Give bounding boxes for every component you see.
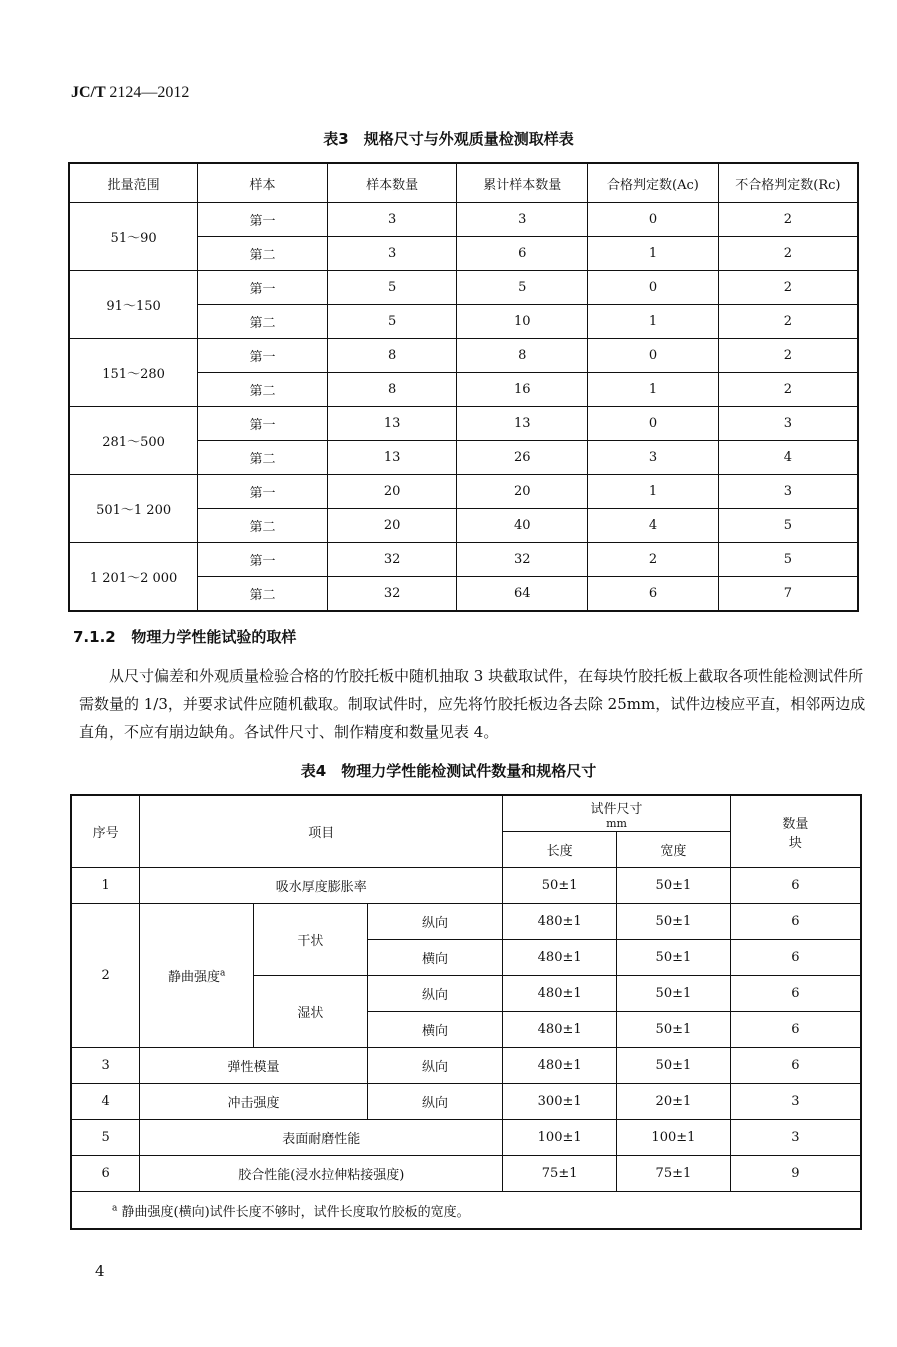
sample-size-cell: 13 (327, 441, 457, 475)
section-paragraph: 从尺寸偏差和外观质量检验合格的竹胶托板中随机抽取 3 块截取试件，在每块竹胶托板上截取各项性能检测试件所需数量的 1/3，并要求试件应随机截取。制取试件时，应先将竹胶托板边各去除 25mm，试件边棱应平直，相邻两边成直角，不应有崩边缺角。各试件尺寸、制作精度和数量见表 4。 (79, 667, 866, 741)
sample-size-cell: 32 (327, 543, 457, 577)
header-width: 宽度 (617, 832, 731, 868)
sample-size-cell: 13 (327, 407, 457, 441)
sample-size-cell: 32 (327, 577, 457, 612)
cumulative-cell: 3 (457, 203, 588, 237)
header-sample-size: 样本数量 (327, 163, 457, 203)
item-cell: 冲击强度 (140, 1084, 367, 1120)
length-cell: 480±1 (503, 940, 617, 976)
qty-cell: 3 (730, 1120, 861, 1156)
width-cell: 50±1 (617, 1012, 731, 1048)
cumulative-cell: 32 (457, 543, 588, 577)
sample-cell: 第二 (198, 305, 328, 339)
table4-specimens (70, 794, 862, 1230)
item-cell (140, 904, 254, 1048)
table-row (69, 407, 858, 441)
header-qty (730, 795, 861, 868)
row-no: 5 (71, 1120, 140, 1156)
header-size (503, 795, 731, 832)
reject-cell: 2 (718, 305, 858, 339)
item-cell: 弹性模量 (140, 1048, 367, 1084)
accept-cell: 6 (588, 577, 719, 612)
qty-cell: 3 (730, 1084, 861, 1120)
reject-cell: 7 (718, 577, 858, 612)
header-sample: 样本 (198, 163, 328, 203)
table3-header-row (69, 163, 858, 203)
accept-cell: 1 (588, 305, 719, 339)
sample-size-cell: 5 (327, 305, 457, 339)
row-no: 4 (71, 1084, 140, 1120)
item-label: 静曲强度 (167, 970, 220, 985)
row-no: 2 (71, 904, 140, 1048)
table4-caption: 表4 物理力学性能检测试件数量和规格尺寸 (300, 762, 597, 780)
cumulative-cell: 26 (457, 441, 588, 475)
sample-cell: 第二 (198, 441, 328, 475)
length-cell: 100±1 (503, 1120, 617, 1156)
qty-cell: 6 (730, 940, 861, 976)
cumulative-cell: 6 (457, 237, 588, 271)
length-cell: 50±1 (503, 868, 617, 904)
batch-range: 1 201～2 000 (69, 543, 198, 612)
header-accept-number: 合格判定数(Ac) (588, 163, 719, 203)
batch-range: 51～90 (69, 203, 198, 271)
row-no: 3 (71, 1048, 140, 1084)
width-cell: 50±1 (617, 904, 731, 940)
cumulative-cell: 40 (457, 509, 588, 543)
section-title: 物理力学性能试验的取样 (131, 628, 297, 646)
qty-cell: 6 (730, 868, 861, 904)
sample-size-cell: 5 (327, 271, 457, 305)
standard-code: 2124—2012 (109, 84, 190, 101)
length-cell: 480±1 (503, 976, 617, 1012)
reject-cell: 3 (718, 475, 858, 509)
reject-cell: 4 (718, 441, 858, 475)
sample-cell: 第二 (198, 577, 328, 612)
sample-cell: 第一 (198, 543, 328, 577)
direction-cell: 横向 (367, 940, 503, 976)
row-no: 6 (71, 1156, 140, 1192)
header-qty-label: 数量 (782, 816, 809, 832)
table-row (69, 475, 858, 509)
width-cell: 50±1 (617, 868, 731, 904)
table-row (71, 868, 861, 904)
header-reject-number: 不合格判定数(Rc) (718, 163, 858, 203)
accept-cell: 0 (588, 203, 719, 237)
qty-cell: 6 (730, 1048, 861, 1084)
batch-range: 281～500 (69, 407, 198, 475)
sample-cell: 第一 (198, 407, 328, 441)
table-row (71, 904, 861, 940)
direction-cell: 纵向 (367, 976, 503, 1012)
accept-cell: 1 (588, 237, 719, 271)
qty-cell: 6 (730, 976, 861, 1012)
item-cell: 吸水厚度膨胀率 (140, 868, 503, 904)
cumulative-cell: 8 (457, 339, 588, 373)
table-row (71, 1120, 861, 1156)
sample-cell: 第一 (198, 271, 328, 305)
cumulative-cell: 64 (457, 577, 588, 612)
table-row (69, 543, 858, 577)
reject-cell: 2 (718, 271, 858, 305)
footnote-mark: a (219, 968, 226, 979)
cumulative-cell: 5 (457, 271, 588, 305)
sample-size-cell: 3 (327, 237, 457, 271)
sample-cell: 第二 (198, 373, 328, 407)
header-length: 长度 (503, 832, 617, 868)
batch-range: 151～280 (69, 339, 198, 407)
accept-cell: 0 (588, 339, 719, 373)
reject-cell: 2 (718, 237, 858, 271)
table-note (71, 1192, 861, 1230)
header-cumulative-size: 累计样本数量 (457, 163, 588, 203)
accept-cell: 2 (588, 543, 719, 577)
header-qty-unit: 块 (788, 835, 802, 851)
table-row (69, 203, 858, 237)
qty-cell: 6 (730, 1012, 861, 1048)
row-no: 1 (71, 868, 140, 904)
length-cell: 480±1 (503, 904, 617, 940)
header-size-unit: mm (606, 816, 627, 830)
table-row (71, 1048, 861, 1084)
accept-cell: 4 (588, 509, 719, 543)
header-item: 项目 (140, 795, 503, 868)
accept-cell: 1 (588, 475, 719, 509)
direction-cell: 纵向 (367, 1084, 503, 1120)
reject-cell: 5 (718, 543, 858, 577)
length-cell: 480±1 (503, 1012, 617, 1048)
qty-cell: 9 (730, 1156, 861, 1192)
condition-dry: 干状 (253, 904, 367, 976)
batch-range: 501～1 200 (69, 475, 198, 543)
qty-cell: 6 (730, 904, 861, 940)
sample-size-cell: 3 (327, 203, 457, 237)
note-text: 静曲强度(横向)试件长度不够时，试件长度取竹胶板的宽度。 (121, 1204, 470, 1220)
standard-prefix: JC/T (71, 84, 106, 101)
sample-size-cell: 8 (327, 373, 457, 407)
table-note-row (71, 1192, 861, 1230)
direction-cell: 横向 (367, 1012, 503, 1048)
header-no: 序号 (71, 795, 140, 868)
table3-caption: 表3 规格尺寸与外观质量检测取样表 (323, 130, 574, 148)
reject-cell: 2 (718, 203, 858, 237)
table-row (71, 1156, 861, 1192)
length-cell: 300±1 (503, 1084, 617, 1120)
reject-cell: 2 (718, 339, 858, 373)
width-cell: 100±1 (617, 1120, 731, 1156)
sample-size-cell: 20 (327, 475, 457, 509)
cumulative-cell: 10 (457, 305, 588, 339)
direction-cell: 纵向 (367, 904, 503, 940)
width-cell: 75±1 (617, 1156, 731, 1192)
batch-range: 91～150 (69, 271, 198, 339)
sample-cell: 第二 (198, 237, 328, 271)
section-heading (73, 626, 296, 647)
standard-number (71, 84, 189, 102)
table3-sampling (68, 162, 859, 612)
accept-cell: 3 (588, 441, 719, 475)
sample-size-cell: 8 (327, 339, 457, 373)
accept-cell: 0 (588, 271, 719, 305)
header-size-label: 试件尺寸 (590, 801, 643, 817)
cumulative-cell: 20 (457, 475, 588, 509)
table-row (71, 1084, 861, 1120)
width-cell: 50±1 (617, 976, 731, 1012)
reject-cell: 2 (718, 373, 858, 407)
note-mark: a (112, 1203, 118, 1214)
sample-cell: 第一 (198, 203, 328, 237)
cumulative-cell: 13 (457, 407, 588, 441)
reject-cell: 3 (718, 407, 858, 441)
table-row (69, 271, 858, 305)
width-cell: 50±1 (617, 940, 731, 976)
direction-cell: 纵向 (367, 1048, 503, 1084)
sample-cell: 第一 (198, 339, 328, 373)
sample-cell: 第二 (198, 509, 328, 543)
item-cell: 表面耐磨性能 (140, 1120, 503, 1156)
section-number: 7.1.2 (73, 628, 116, 646)
length-cell: 480±1 (503, 1048, 617, 1084)
sample-size-cell: 20 (327, 509, 457, 543)
length-cell: 75±1 (503, 1156, 617, 1192)
accept-cell: 1 (588, 373, 719, 407)
page-number: 4 (95, 1262, 105, 1280)
header-batch-range: 批量范围 (69, 163, 198, 203)
accept-cell: 0 (588, 407, 719, 441)
reject-cell: 5 (718, 509, 858, 543)
cumulative-cell: 16 (457, 373, 588, 407)
width-cell: 50±1 (617, 1048, 731, 1084)
sample-cell: 第一 (198, 475, 328, 509)
table4-header-row (71, 795, 861, 832)
table-row (69, 339, 858, 373)
item-cell: 胶合性能(浸水拉伸粘接强度) (140, 1156, 503, 1192)
condition-wet: 湿状 (253, 976, 367, 1048)
width-cell: 20±1 (617, 1084, 731, 1120)
